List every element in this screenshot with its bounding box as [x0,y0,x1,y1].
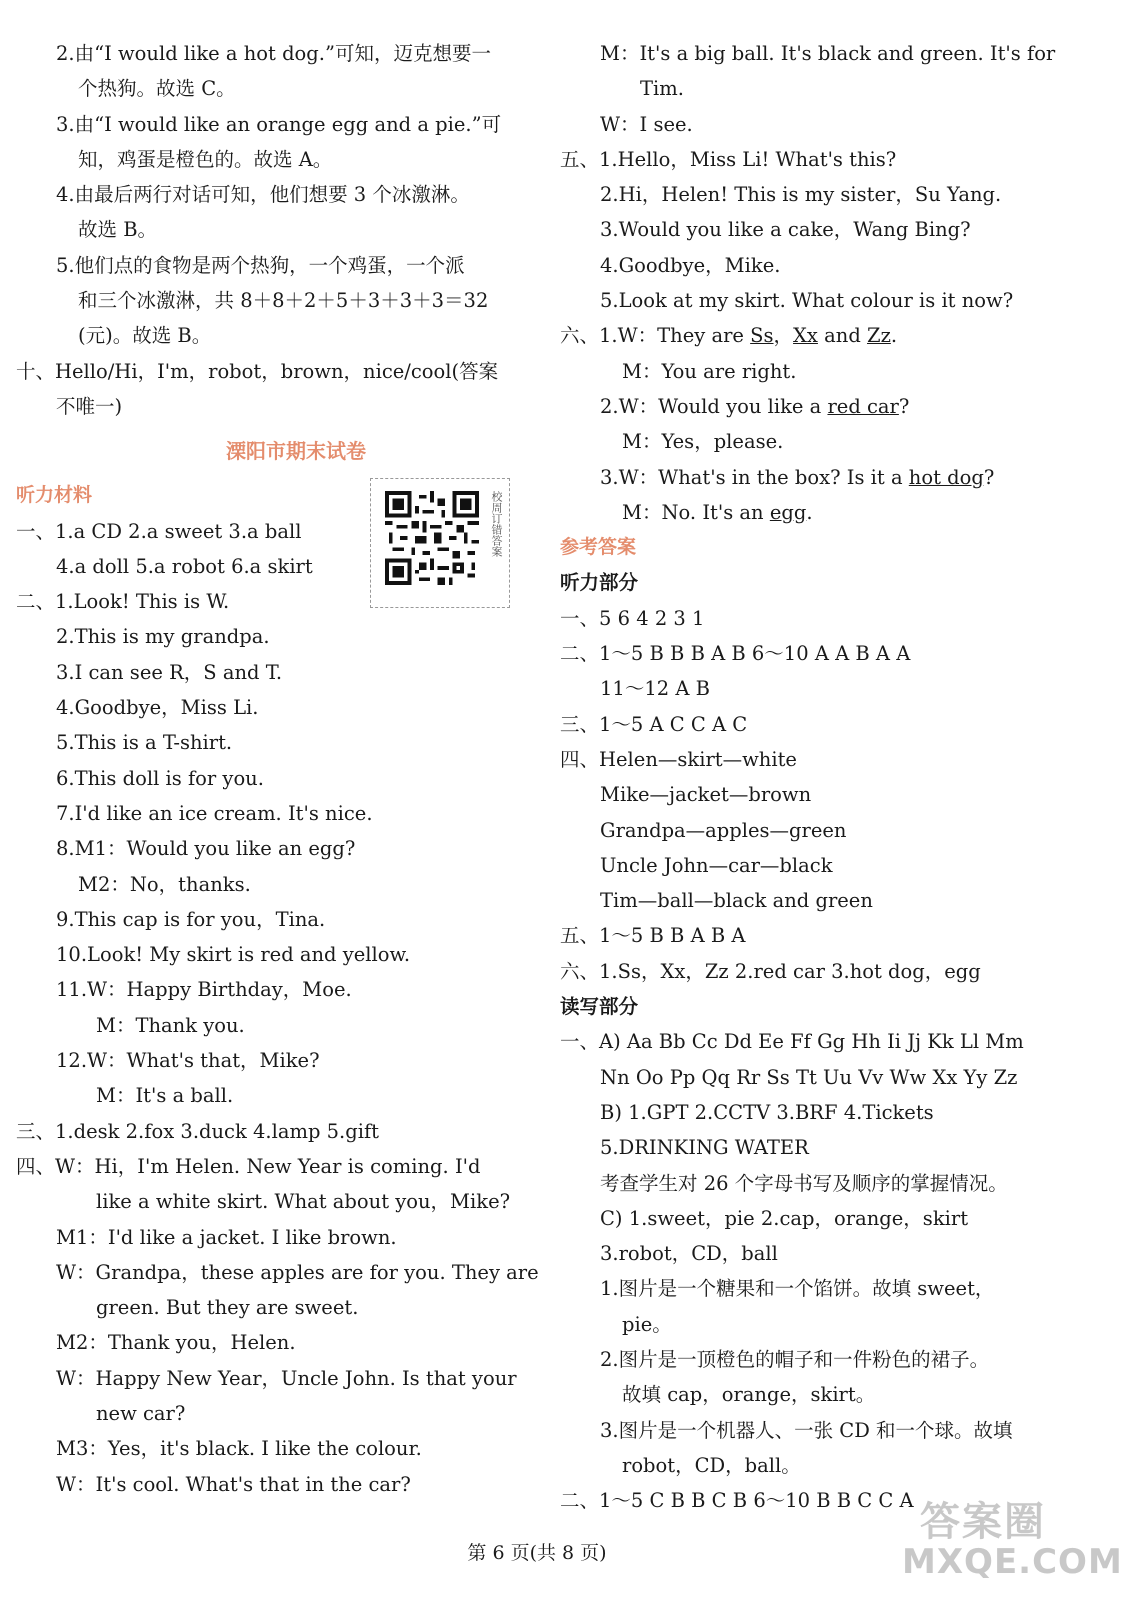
watermark-url: MXQE.COM [902,1542,1123,1582]
text-line: 故选 B。 [78,218,158,242]
right-column [560,36,1060,1518]
text-line: M2：No，thanks. [78,872,251,896]
text-line: Tim. [640,77,684,101]
text-line: 3.I can see R，S and T. [56,660,283,684]
text-line: 3.图片是一个机器人、一张 CD 和一个球。故填 [600,1418,1013,1442]
text-line: W：Happy New Year，Uncle John. Is that your [56,1366,517,1390]
text-line: 知，鸡蛋是橙色的。故选 A。 [78,147,333,171]
left-column [16,36,539,1502]
text-line: 5.DRINKING WATER [600,1136,809,1160]
text-line: 五、1～5 B B A B A [560,924,746,948]
text-line: 11～12 A B [600,677,710,701]
text-line: like a white skirt. What about you，Mike? [96,1190,511,1214]
text-line: Tim—ball—black and green [600,889,873,913]
text-line: 二、1～5 B B B A B 6～10 A A B A A [560,642,911,666]
text-line: M3：Yes，it's black. I like the colour. [56,1437,422,1461]
text-line: 2.图片是一顶橙色的帽子和一件粉色的裙子。 [600,1347,990,1371]
text-line: M1：I'd like a jacket. I like brown. [56,1225,397,1249]
text-line: 4.a doll 5.a robot 6.a skirt [56,554,313,578]
text-line: 六、1.Ss，Xx，Zz 2.red car 3.hot dog，egg [560,959,981,983]
section-heading: 参考答案 [560,536,637,559]
text-line: Uncle John—car—black [600,853,833,877]
text-line: 5.他们点的食物是两个热狗，一个鸡蛋，一个派 [56,253,465,277]
text-line: W：I see. [600,112,693,136]
text-line: 5.This is a T-shirt. [56,731,233,755]
text-line: 四、Helen—skirt—white [560,747,797,771]
text-line: new car? [96,1401,186,1425]
page-footer: 第 6 页(共 8 页) [467,1542,607,1564]
qr-caption: 校周订错答案 [490,491,503,557]
text-line: M：It's a ball. [96,1084,234,1108]
text-line: 4.由最后两行对话可知，他们想要 3 个冰激淋。 [56,183,470,207]
text-line: 4.Goodbye，Miss Li. [56,696,259,720]
text-line: M：Yes，please. [622,430,784,454]
text-line: 1.图片是一个糖果和一个馅饼。故填 sweet， [600,1277,995,1301]
watermark-logo: 答案圈 [920,1499,1046,1545]
text-line: 十、Hello/Hi，I'm，robot，brown，nice/cool(答案 [16,359,499,383]
text-line: M：You are right. [622,359,797,383]
text-line: 四、W：Hi，I'm Helen. New Year is coming. I'd [16,1154,481,1178]
qr-code-icon [385,491,479,585]
text-line: 不唯一) [56,394,123,418]
text-line: C) 1.sweet，pie 2.cap，orange，skirt [600,1206,969,1230]
text-line: 二、1.Look! This is W. [16,590,230,614]
text-line: 3.W：What's in the box? Is it a hot dog? [600,465,995,489]
text-line: 4.Goodbye，Mike. [600,253,781,277]
text-line: pie。 [622,1312,672,1336]
text-line: 一、A) Aa Bb Cc Dd Ee Ff Gg Hh Ii Jj Kk Ll Mm [560,1030,1024,1054]
text-line: B) 1.GPT 2.CCTV 3.BRF 4.Tickets [600,1100,934,1124]
text-line: 3.Would you like a cake，Wang Bing? [600,218,971,242]
text-line: 2.Hi，Helen! This is my sister，Su Yang. [600,183,1002,207]
text-line: W：Grandpa，these apples are for you. They are [56,1260,539,1284]
text-line: 三、1～5 A C C A C [560,712,748,736]
text-line: robot，CD，ball。 [622,1453,801,1477]
text-line: Mike—jacket—brown [600,783,812,807]
section-heading: 听力部分 [560,571,639,595]
qr-code-box [370,478,510,608]
text-line: M：It's a big ball. It's black and green. It's for [600,42,1056,65]
text-line: M：No. It's an egg. [622,500,813,524]
section-heading: 听力材料 [16,484,93,507]
text-line: M：Thank you. [96,1013,245,1037]
text-line: 二、1～5 C B B C B 6～10 B B C C A [560,1489,914,1513]
text-line: 8.M1：Would you like an egg? [56,837,356,861]
text-line: 12.W：What's that，Mike? [56,1049,320,1073]
text-line: 一、1.a CD 2.a sweet 3.a ball [16,519,302,543]
text-line: 和三个冰激淋，共 8＋8＋2＋5＋3＋3＋3＝32 [78,289,489,313]
text-line: green. But they are sweet. [96,1296,359,1320]
text-line: 个热狗。故选 C。 [78,77,236,101]
text-line: 2.W：Would you like a red car? [600,394,910,418]
text-line: 10.Look! My skirt is red and yellow. [56,943,411,967]
section-heading: 读写部分 [560,995,639,1019]
text-line: 故填 cap，orange，skirt。 [622,1383,876,1407]
text-line: 9.This cap is for you，Tina. [56,907,326,931]
text-line: 一、5 6 4 2 3 1 [560,606,705,630]
text-line: (元)。故选 B。 [78,324,212,348]
text-line: 2.由“I would like a hot dog.”可知，迈克想要一 [56,42,491,65]
text-line: 考查学生对 26 个字母书写及顺序的掌握情况。 [600,1171,1008,1195]
text-line: 2.This is my grandpa. [56,625,270,649]
watermark [902,1490,1123,1594]
text-line: 11.W：Happy Birthday，Moe. [56,978,352,1002]
text-line: 5.Look at my skirt. What colour is it now? [600,289,1014,313]
text-line: M2：Thank you，Helen. [56,1331,296,1355]
text-line: 6.This doll is for you. [56,766,264,790]
text-line: W：It's cool. What's that in the car? [56,1472,411,1496]
text-line: 7.I'd like an ice cream. It's nice. [56,801,373,825]
text-line: 六、1.W：They are Ss，Xx and Zz. [560,324,898,348]
exam-title: 溧阳市期末试卷 [226,439,366,464]
text-line: 3.由“I would like an orange egg and a pie.”可 [56,112,502,136]
text-line: 三、1.desk 2.fox 3.duck 4.lamp 5.gift [16,1119,380,1143]
text-line: Nn Oo Pp Qq Rr Ss Tt Uu Vv Ww Xx Yy Zz [600,1065,1018,1089]
text-line: 五、1.Hello，Miss Li! What's this? [560,147,897,171]
text-line: Grandpa—apples—green [600,818,847,842]
text-line: 3.robot，CD，ball [600,1242,778,1266]
